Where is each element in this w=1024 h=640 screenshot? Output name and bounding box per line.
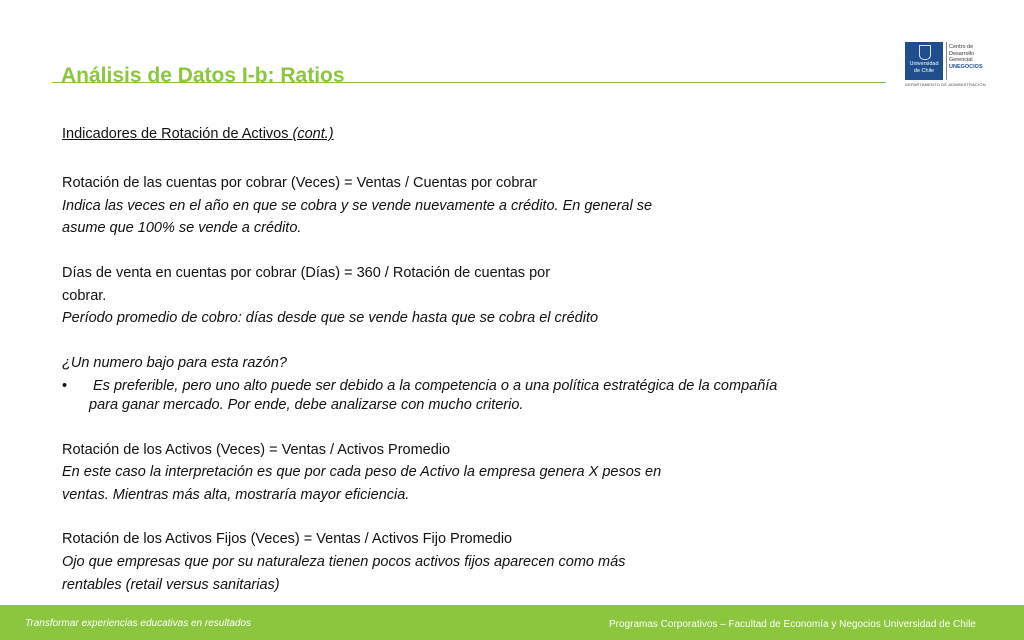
logo-divider bbox=[946, 42, 947, 80]
uchile-logo-block bbox=[905, 42, 943, 80]
ratio-formula-asset-turnover: Rotación de los Activos (Veces) = Ventas / Activos Promedio bbox=[62, 442, 451, 458]
ratio-formula-days-sales-cont: cobrar. bbox=[62, 288, 107, 304]
ratio-description: En este caso la interpretación es que por cada peso de Activo la empresa genera X pesos en bbox=[62, 464, 662, 480]
ratio-formula-receivables-turnover: Rotación de las cuentas por cobrar (Veces) = Ventas / Cuentas por cobrar bbox=[62, 175, 538, 191]
ratio-description: asume que 100% se vende a crédito. bbox=[62, 220, 302, 236]
shield-icon bbox=[919, 45, 931, 60]
uchile-logo-text: Universidad de Chile bbox=[909, 61, 939, 74]
ratio-description: Ojo que empresas que por su naturaleza tienen pocos activos fijos aparecen como más bbox=[62, 554, 626, 570]
bullet-icon: • bbox=[62, 378, 68, 394]
ratio-description: Período promedio de cobro: días desde que se vende hasta que se cobra el crédito bbox=[62, 310, 599, 326]
university-logo bbox=[905, 42, 985, 88]
ratio-description: ventas. Mientras más alta, mostraría mayor eficiencia. bbox=[62, 487, 410, 503]
center-logo-text: Centro de Desarrollo Gerencial UNEGOCIOS bbox=[949, 44, 983, 70]
footer-program: Programas Corporativos – Facultad de Economía y Negocios Universidad de Chile bbox=[609, 619, 976, 630]
footer-bar bbox=[0, 605, 1024, 640]
title-underline bbox=[52, 82, 886, 83]
ratio-formula-days-sales: Días de venta en cuentas por cobrar (Días) = 360 / Rotación de cuentas por bbox=[62, 265, 551, 281]
ratio-formula-fixed-asset-turnover: Rotación de los Activos Fijos (Veces) = Ventas / Activos Fijo Promedio bbox=[62, 531, 513, 547]
slide-title: Análisis de Datos I-b: Ratios bbox=[61, 64, 345, 87]
footer-slogan: Transformar experiencias educativas en resultados bbox=[25, 618, 252, 629]
ratio-description: Indica las veces en el año en que se cobra y se vende nuevamente a crédito. En general se bbox=[62, 198, 653, 214]
ratio-description: rentables (retail versus sanitarias) bbox=[62, 577, 280, 593]
bullet-text: Es preferible, pero uno alto puede ser debido a la competencia o a una política estratégica de la compañía bbox=[93, 378, 778, 394]
bullet-text-cont: para ganar mercado. Por ende, debe analizarse con mucho criterio. bbox=[89, 397, 524, 413]
question-text: ¿Un numero bajo para esta razón? bbox=[62, 355, 287, 371]
section-heading: Indicadores de Rotación de Activos (cont.) bbox=[62, 126, 334, 142]
department-label: DEPARTAMENTO DE ADMINISTRACIÓN bbox=[905, 82, 986, 87]
